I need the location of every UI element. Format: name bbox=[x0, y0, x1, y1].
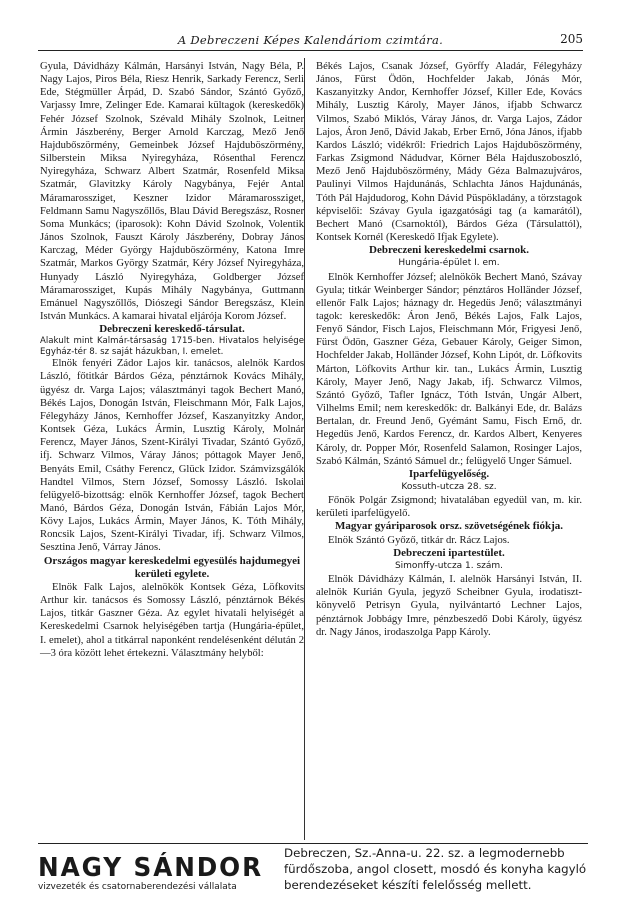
section-body-gyariparosok: Elnök Szántó Győző, titkár dr. Rácz Lajos. bbox=[328, 534, 510, 546]
section-address-kereskedelmi-csarnok: Hungária-épület I. em. bbox=[398, 258, 500, 269]
section-title-kereskedelmi-egyesules: Országos magyar kereskedelmi egyesülés hajdumegyei kerületi egylete. bbox=[43, 554, 301, 580]
ad-info-text: Debreczen, Sz.-Anna-u. 22. sz. a legmodernebb fürdőszoba, angol closett, mosdó és konyha kagyló berendezéseket készíti felelősség mellett. bbox=[284, 846, 587, 892]
advertisement bbox=[38, 843, 588, 896]
valasztmany-continued-paragraph: Békés Lajos, Csanak József, Györffy Aladár, Félegyházy János, Fürst Ödön, Hochfelder Jakab, Jónás Mór, Kaszanyitzky Andor, Kernhoffer József, Killer Ede, Kovács Mihály, Lusztig Károly, Mayer János, ifjabb Schwarcz Vilmos, Szabó Miklós, Váray János, dr. Varga Lajos, Zádor Lajos, Áron Jenő, Dávid Jakab, Erber Ernő, Jóna János, ifjabb Kardos László; vidékről: Friedrich Lajos Hajduböszörmény, Farkas Zsigmond Nádudvar, Körner Béla Hajduszoboszló, Mező Jenő Hajduböszörmény, Mády Géza Balmazujváros, Paulinyi Vilmos Hajdunánás, Schlachta János Hajdunánás, Tóth Pál Hajdudorog, Kohn Dávid Püspökladány, a törzstagok képviselői: Szávay Gyula igazgatósági tag (a kamarától), Bechert Manó (Csarnoktól), Bárdos Géza (Társulattól), Kontsek Kornél (Kereskedő Ifjak Egylete). bbox=[316, 61, 582, 244]
section-title-kereskedelmi-csarnok: Debreczeni kereskedelmi csarnok. bbox=[369, 244, 529, 257]
section-note-kereskedo-tarsulat: Alakult mint Kalmár-társaság 1715-ben. Hivatalos helyisége Egyház-tér 8. sz saját házukban, I. emelet. bbox=[40, 336, 304, 357]
kamara-members-paragraph: Gyula, Dávidházy Kálmán, Harsányi István, Nagy Béla, P. Nagy Lajos, Piros Béla, Riesz Henrik, Sarkady Ferencz, Serli Ede, Stégmüller Árpád, D. Szabó Sándor, Szántó Győző, Varjassy Imre, Zelinger Ede. Kamarai kültagok (kereskedők) Fehér József Szolnok, Szévald Mihály Szolnok, Leitner Ármin Jászberény, Berger Arnold Karczag, Mező Jenő Hajdubőszörmény, Gemeinbek József Hajduböszörmény, Silberstein Miksa Nyiregyháza, Rósenthal Ferencz Nyiregyháza, Schwarz Albert Szatmár, Rosenfeld Miksa Szatmár, Glavitzky Károly Nagybánya, Fejér Antal Máramarossziget, Keszner Izidor Máramarossziget, Feldmann Samu Nagyszőllős, Blau Dávid Beregszász, Rosner Soma Munkács; (iparosok): Kohn Dávid Szolnok, Volentik János Szolnok, Fauszt Károly Jászberény, Dobray János Karczag, Méder György Hajduböszörmény, Katona Imre Szatmár, Markos György Szatmár, Kéry József Nyiregyháza, Hunyady László Nyiregyháza, Goldberger József Máramarossziget, Kupás Mihály Nagybánya, Guttmann Emánuel Nagyszőllős, Diószegi Sándor Beregszász, Klein István Munkács. A kamarai hivatal eljárója Korom József. bbox=[40, 61, 304, 322]
page-header bbox=[38, 30, 583, 51]
section-body-iparfelugyeloseg: Főnök Polgár Zsigmond; hivatalában egyedül van, m. kir. kerületi iparfelügyelő. bbox=[316, 495, 582, 520]
section-body-ipartestulet: Elnök Dávidházy Kálmán, I. alelnök Harsányi István, II. alelnök Kurián Gyula, jegyző Scheibner Gyula, irodatiszt-könyvelő Petrisyn Gyula, nyilvántartó Lechner Lajos, pénztárnok Jobbágy Imre, pénzbeszedő Dobi Károly, ügyész dr. Nagy János, irodaszolga Papp Károly. bbox=[316, 574, 582, 638]
section-body-kereskedelmi-egyesules: Elnök Falk Lajos, alelnökök Kontsek Géza, Löfkovits Arthur kir. tanácsos és Somossy László, pénztárnok Békés Lajos, titkár Gaszner Géza. Az egylet hivatali helyiségét a Kereskedelmi Csarnok helyiségében tartja (Hungária-épület, I. emelet), ahol a titkárral naponként rendelésenként délután 2—3 óra között lehet értekezni. Választmány helyből: bbox=[40, 581, 304, 659]
ad-tagline: vizvezeték és csatornaberendezési vállalata bbox=[38, 882, 237, 892]
section-title-kereskedo-tarsulat: Debreczeni kereskedő-társulat. bbox=[99, 323, 245, 336]
section-title-gyariparosok: Magyar gyáriparosok orsz. szövetségének fiókja. bbox=[334, 520, 564, 533]
running-title: A Debreczeni Képes Kalendáriom czimtára. bbox=[177, 33, 444, 47]
section-body-kereskedo-tarsulat: Elnök fenyéri Zádor Lajos kir. tanácsos, alelnök Kardos László, főtitkár Bárdos Géza, pénztárnok Kovács Mihály, ügyész dr. Varga Lajos; választmányi tagok Bechert Manó, Békés Lajos, Donogán István, Fleischmann Mór, Falk Lajos, Félegyházy János, Kernhoffer József, Kaszanyitzky Andor, Kontsek Géza, Lukács Ármin, Lusztig Károly, Molnár Ferencz, Mayer János, Szent-Királyi Tivadar, Szántó Győző, ifj. Schwarz Vilmos, Váray János; póttagok Mayer Jenő, Benyáts Emil, Csáthy Ferencz, Glück Izidor. Számvizsgálók Handtel Vilmos, Stern József, Somossy László. Iskolai felügyelő-bizottság: elnök Kernhoffer József, tagok Bechert Manó, Bárdos Géza, Donogán István, Fábián Lajos Mór, Kövy Lajos, Lukács Ármin, Mayer János, K. Tóth Mihály, Roncsik Lajos, Szent-Királyi Tivadar, ifj. Schwarz Vilmos, Sesztina Jenő, Várray János. bbox=[40, 358, 304, 554]
ad-brand-name: NAGY SÁNDOR bbox=[38, 853, 264, 883]
page-number: 205 bbox=[560, 32, 583, 46]
column-divider bbox=[304, 58, 305, 840]
left-column bbox=[40, 60, 304, 660]
section-title-iparfelugyeloseg: Iparfelügyelőség. bbox=[408, 467, 490, 480]
right-column bbox=[316, 60, 582, 639]
section-address-iparfelugyeloseg: Kossuth-utcza 28. sz. bbox=[401, 482, 497, 492]
section-address-ipartestulet: Simonffy-utcza 1. szám. bbox=[394, 560, 504, 571]
section-title-ipartestulet: Debreczeni ipartestület. bbox=[393, 546, 505, 559]
section-body-kereskedelmi-csarnok: Elnök Kernhoffer József; alelnökök Bechert Manó, Szávay Gyula; titkár Weinberger Sándor; pénztáros Holländer József, ellenőr Falk Lajos; háznagy dr. Hegedüs Jenő; választmányi tagok: kereskedők: Áron Jenő, Békés Lajos, Falk Lajos, Fenyő Sándor, Fisch Lajos, Fleischmann Mór, Frigyesi Jenő, Fürst Ödön, Gaszner Géza, Gebauer Károly, Geiger Simon, Hochfelder Jakab, Holländer József, Kohn Lipót, dr. Löfkovits Márton, Löfkovits Arthur kir. tan., Lukács Ármin, Lusztig Károly, Mayer Jenő, Nagy Jakab, ifj. Schwarcz Vilmos, Szántó Győző, Tafler Ignácz, Tóth István, Ungár Albert, Vilhelms Emil; nem kereskedők: dr. Balkányi Ede, dr. Balázs Bertalan, dr. Freund Jenő, Gyémánt Samu, Fisch Ernő, dr. Hegedüs Jenő, Kardos Ferencz, dr. Kardos Albert, Kenyeres Károly, dr. Popper Mór, Rosenfeld Salamon, Rosinger Lajos, Szabó Kálmán, Szántó Sámuel dr.; felügyelő Unger Sámuel. bbox=[316, 271, 582, 467]
